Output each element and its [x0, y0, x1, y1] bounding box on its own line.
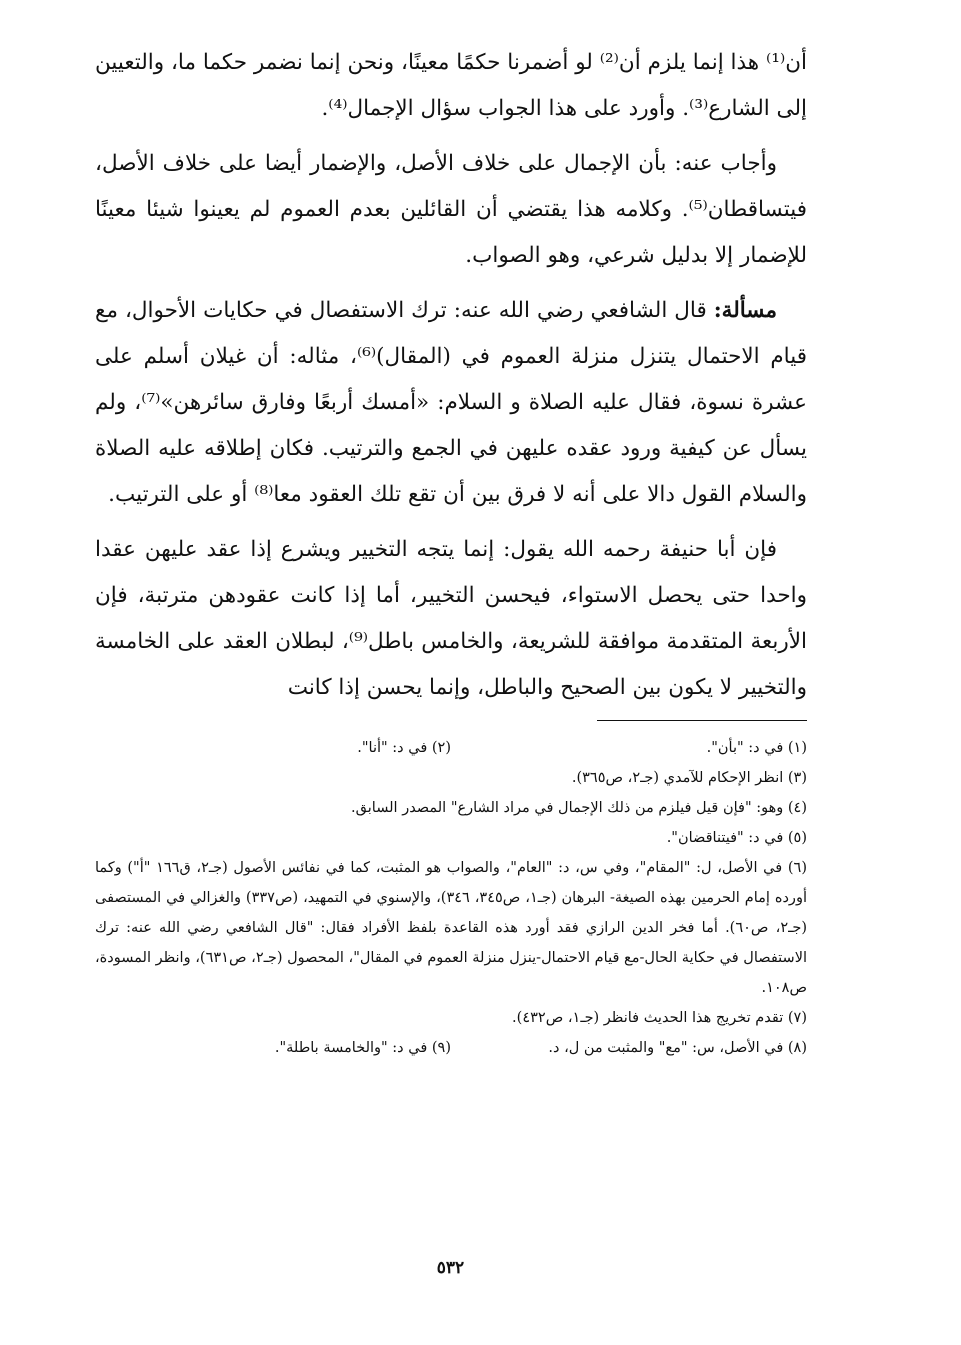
footnote-3: (٣) انظر الإحكام للآمدي (جـ٢، ص٣٦٥).: [571, 770, 807, 786]
main-text: [95, 40, 807, 711]
issue-heading: مسألة:: [713, 298, 777, 323]
footnote-8: (٨) في الأصل، س: "مع" والمثبت من ل، د.: [548, 1040, 807, 1056]
footnote-row-8-9: [95, 1033, 807, 1063]
paragraph-4: فإن أبا حنيفة رحمه الله يقول: إنما يتجه التخيير ويشرع إذا عقد عليهن عقدا واحدا حتى يحصل الاستواء، فيحسن التخيير، أما إذا كانت عقودهن مترتبة، فإن الأربعة المتقدمة موافقة للشريعة، والخامس باطل⁽⁹⁾، لبطلان العقد على الخامسة والتخيير لا يكون بين الصحيح والباطل، وإنما يحسن إذا كانت: [95, 537, 807, 700]
page-number: ٥٣٢: [436, 1258, 465, 1278]
paragraph-3: [95, 288, 807, 518]
paragraph-3-text: قال الشافعي رضي الله عنه: ترك الاستفصال في حكايات الأحوال، مع قيام الاحتمال يتنزل منزلة العموم في (المقال)⁽⁶⁾، مثاله: أن غيلان أسلم على عشرة نسوة، فقال عليه الصلاة و السلام: «أمسك أربعًا وفارق سائرهن»⁽⁷⁾، ولم يسأل عن كيفية ورود عقده عليهن في الجمع والترتيب. فكان إطلاقه عليه الصلاة والسلام القول دالا على أنه لا فرق بين أن تقع تلك العقود معا⁽⁸⁾ أو على الترتيب.: [95, 298, 807, 507]
footnote-2: (٢) في د: "أنا".: [357, 740, 451, 756]
document-page: [95, 40, 807, 1330]
paragraph-1: أن⁽¹⁾ هذا إنما يلزم أن⁽²⁾ لو أضمرنا حكمًا معينًا، ونحن إنما نضمر حكما ما، والتعيين إلى الشارع⁽³⁾. وأورد على هذا الجواب سؤال الإجمال⁽⁴⁾.: [95, 50, 807, 121]
footnote-6: (٦) في الأصل، ل: "المقام"، وفي س، د: "العام"، والصواب هو المثبت، كما في نفائس الأصول (جـ٢، ق١٦٦ "أ") وكما أورده إمام الحرمين بهذه الصيغة- البرهان (جـ١، ص٣٤٥، ٣٤٦)، والإسنوي في التمهيد، (ص٣٣٧) والغزالي في المستصفى (جـ٢، ص٦٠). أما فخر الدين الرازي فقد أورد هذه القاعدة بلفظ الأفراد فقال: "قال الشافعي رضي الله عنه: ترك الاستفصال في حكاية الحال-مع قيام الاحتمال-ينزل منزلة العموم في المقال"، المحصول (جـ٢، ص٦٣١)، وانظر المسودة، ص١٠٨.: [95, 860, 807, 996]
footnote-1: (١) في د: "بأن".: [706, 740, 807, 756]
footnote-5: (٥) في د: "فيتناقضان".: [666, 830, 807, 846]
footnote-row-1-2: [95, 733, 807, 763]
footnote-divider: [597, 720, 807, 721]
footnote-7: (٧) تقدم تخريج هذا الحديث فانظر (جـ١، ص٤٣٢).: [512, 1010, 807, 1026]
footnote-9: (٩) في د: "والخامسة باطلة".: [274, 1040, 451, 1056]
footnotes: [95, 733, 807, 1063]
paragraph-2: وأجاب عنه: بأن الإجمال على خلاف الأصل، والإضمار أيضا على خلاف الأصل، فيتساقطان⁽⁵⁾. وكلامه هذا يقتضي أن القائلين بعدم العموم لم يعينوا شيئا معينًا للإضمار إلا بدليل شرعي، وهو الصواب.: [95, 151, 807, 268]
footnote-4: (٤) وهو: "فإن قيل فيلزم من ذلك الإجمال في مراد الشارع" المصدر السابق.: [351, 800, 807, 816]
